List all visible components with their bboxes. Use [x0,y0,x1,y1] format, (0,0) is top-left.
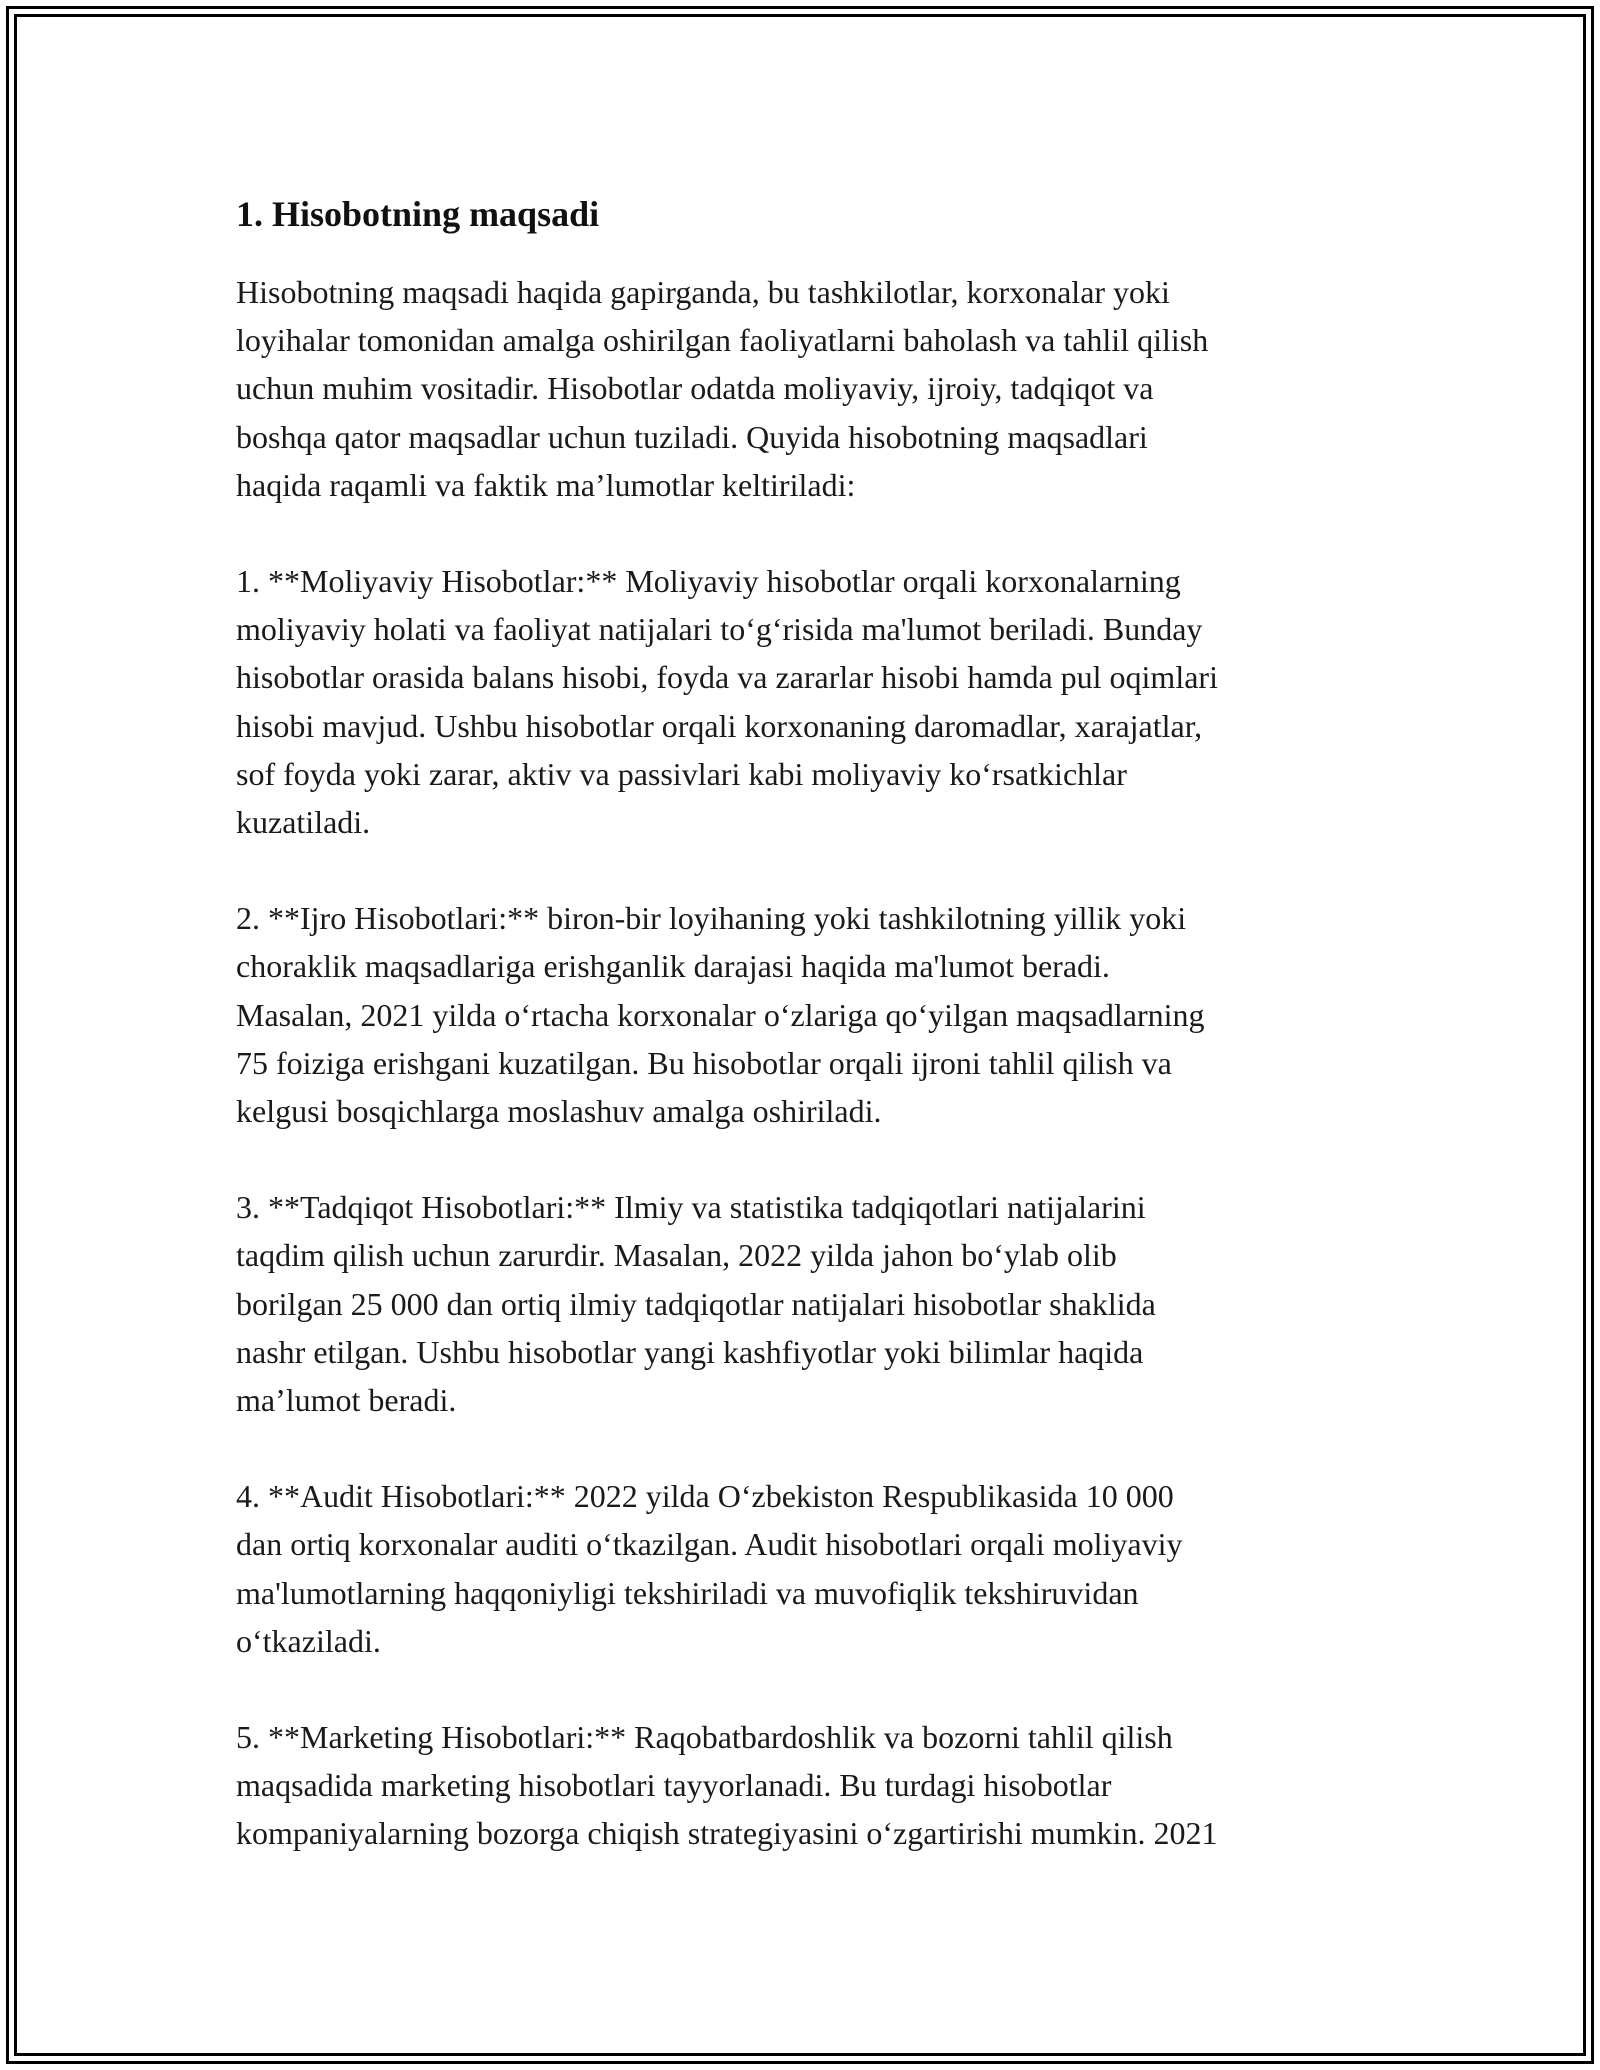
financial-reports-paragraph: 1. **Moliyaviy Hisobotlar:** Moliyaviy hisobotlar orqali korxonalarning moliyaviy holati va faoliyat natijalari to‘g‘risida ma'lumot beriladi. Bunday hisobotlar orasida balans hisobi, foyda va zararlar hisobi hamda pul oqimlari hisobi mavjud. Ushbu hisobotlar orqali korxonaning daromadlar, xarajatlar, sof foyda yoki zarar, aktiv va passivlari kabi moliyaviy ko‘rsatkichlar kuzatiladi. [236,563,1218,841]
audit-reports-paragraph: 4. **Audit Hisobotlari:** 2022 yilda O‘zbekiston Respublikasida 10 000 dan ortiq korxonalar auditi o‘tkazilgan. Audit hisobotlari orqali moliyaviy ma'lumotlarning haqqoniyligi tekshiriladi va muvofiqlik tekshiruvidan o‘tkaziladi. [236,1478,1183,1659]
marketing-reports-paragraph: 5. **Marketing Hisobotlari:** Raqobatbardoshlik va bozorni tahlil qilish maqsadida marketing hisobotlari tayyorlanadi. Bu turdagi hisobotlar kompaniyalarning bozorga chiqish strategiyasini o‘zgartirishi mumkin. 2021 [236,1719,1218,1852]
document-body [236,190,1376,1906]
intro-paragraph: Hisobotning maqsadi haqida gapirganda, bu tashkilotlar, korxonalar yoki loyihalar tomonidan amalga oshirilgan faoliyatlarni baholash va tahlil qilish uchun muhim vositadir. Hisobotlar odatda moliyaviy, ijroiy, tadqiqot va boshqa qator maqsadlar uchun tuziladi. Quyida hisobotning maqsadlari haqida raqamli va faktik ma’lumotlar keltiriladi: [236,274,1209,503]
section-heading: 1. Hisobotning maqsadi [236,194,600,234]
research-reports-paragraph: 3. **Tadqiqot Hisobotlari:** Ilmiy va statistika tadqiqotlari natijalarini taqdim qilish uchun zarurdir. Masalan, 2022 yilda jahon bo‘ylab olib borilgan 25 000 dan ortiq ilmiy tadqiqotlar natijalari hisobotlar shaklida nashr etilgan. Ushbu hisobotlar yangi kashfiyotlar yoki bilimlar haqida ma’lumot beradi. [236,1189,1156,1419]
execution-reports-paragraph: 2. **Ijro Hisobotlari:** biron-bir loyihaning yoki tashkilotning yillik yoki choraklik maqsadlariga erishganlik darajasi haqida ma'lumot beradi. Masalan, 2021 yilda o‘rtacha korxonalar o‘zlariga qo‘yilgan maqsadlarning 75 foiziga erishgani kuzatilgan. Bu hisobotlar orqali ijroni tahlil qilish va kelgusi bosqichlarga moslashuv amalga oshiriladi. [236,900,1205,1130]
